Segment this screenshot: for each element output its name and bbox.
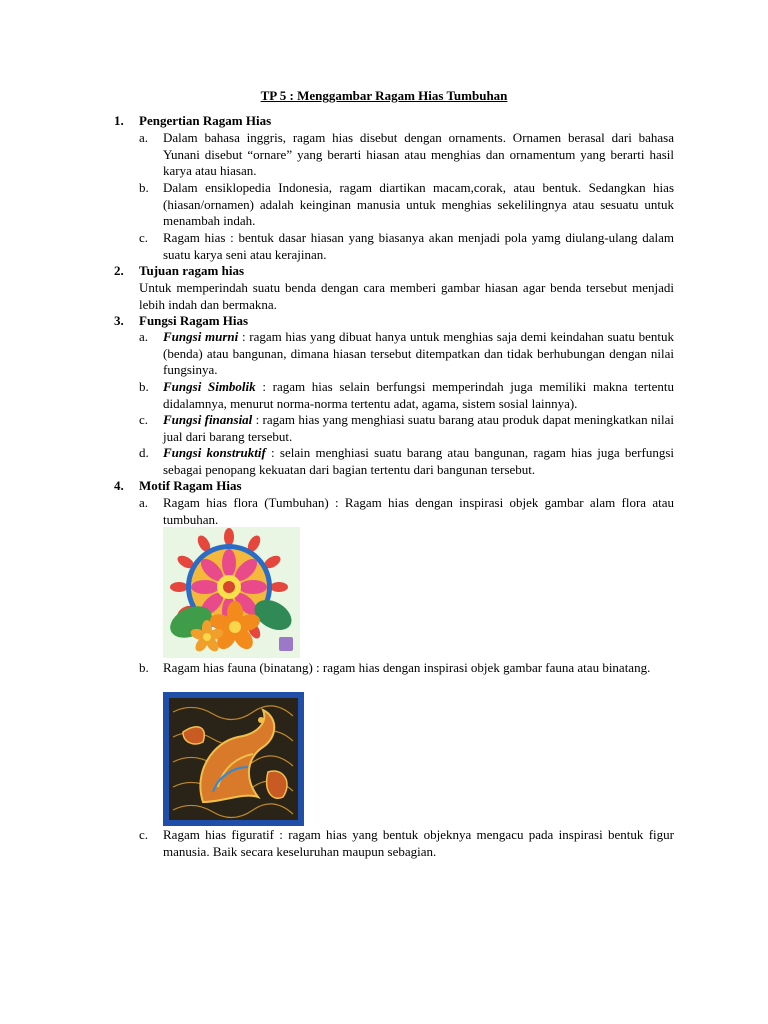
list-item <box>139 379 674 412</box>
item-letter: a. <box>139 329 149 344</box>
item-description: : ragam hias yang dibuat hanya untuk menghias saja demi keindahan suatu bentuk (benda) atau bangunan, dimana hiasan tersebut ditempatkan dan tidak berhubungan dengan nilai fungsinya. <box>163 329 674 377</box>
item-description: : ragam hias yang menghiasi suatu barang atau produk dapat meningkatkan nilai jual dari barang tersebut. <box>163 412 674 444</box>
item-term: Fungsi murni <box>163 329 239 344</box>
section-number: 4. <box>114 478 124 493</box>
item-letter: c. <box>139 827 149 842</box>
section-title: Tujuan ragam hias <box>139 263 244 278</box>
section-title: Motif Ragam Hias <box>139 478 242 493</box>
section-number: 2. <box>114 263 124 278</box>
list-item <box>139 495 674 528</box>
list-item <box>139 827 674 860</box>
section-number: 1. <box>114 113 124 128</box>
item-text: Dalam bahasa inggris, ragam hias disebut dengan ornaments. Ornamen berasal dari bahasa Yunani disebut “ornare” yang berarti hiasan atau menghias dan ornamentum yang berarti hasil karya atau hiasan. <box>163 130 674 178</box>
item-letter: c. <box>139 230 149 245</box>
item-text <box>163 329 674 379</box>
item-term: Fungsi Simbolik <box>163 379 256 394</box>
item-letter: b. <box>139 180 149 195</box>
item-text <box>163 412 674 445</box>
item-term: Fungsi konstruktif <box>163 445 266 460</box>
list-item <box>139 445 674 478</box>
item-letter: a. <box>139 130 149 145</box>
section-3-heading <box>114 313 248 330</box>
fauna-batik-image <box>163 692 304 826</box>
flora-ornament-image <box>163 527 300 658</box>
item-description: : ragam hias selain berfungsi memperindah juga memiliki makna tertentu didalamnya, menurut norma-norma tertentu adat, agama, sistem sosial lainnya). <box>163 379 674 411</box>
section-1-heading <box>114 113 271 130</box>
section-number: 3. <box>114 313 124 328</box>
item-letter: b. <box>139 660 149 675</box>
item-letter: d. <box>139 445 149 460</box>
list-item <box>139 230 674 263</box>
item-term: Fungsi finansial <box>163 412 253 427</box>
list-item <box>139 329 674 379</box>
section-2-heading <box>114 263 244 280</box>
document-title: TP 5 : Menggambar Ragam Hias Tumbuhan <box>260 88 508 103</box>
item-letter: c. <box>139 412 149 427</box>
item-text: Ragam hias fauna (binatang) : ragam hias dengan inspirasi objek gambar fauna atau binatang. <box>163 660 651 675</box>
list-item <box>139 412 674 445</box>
section-title: Fungsi Ragam Hias <box>139 313 249 328</box>
item-text: Dalam ensiklopedia Indonesia, ragam diartikan macam,corak, atau bentuk. Sedangkan hias (hiasan/ornamen) adalah keinginan manusia untuk menghias sekelilingnya atau sesuatu untuk menambah indah. <box>163 180 674 228</box>
item-text: Ragam hias figuratif : ragam hias yang bentuk objeknya mengacu pada inspirasi bentuk figur manusia. Baik secara keseluruhan maupun sebagian. <box>163 827 674 859</box>
item-letter: a. <box>139 495 149 510</box>
item-text: Ragam hias : bentuk dasar hiasan yang biasanya akan menjadi pola yamg diulang-ulang dalam suatu karya seni atau kerajinan. <box>163 230 674 262</box>
item-text <box>163 445 674 478</box>
item-description: : selain menghiasi suatu barang atau bangunan, ragam hias juga berfungsi sebagai penopang kekuatan dari bagian tertentu dari bangunan tersebut. <box>163 445 674 477</box>
section-title: Pengertian Ragam Hias <box>139 113 272 128</box>
section-paragraph: Untuk memperindah suatu benda dengan cara memberi gambar hiasan agar benda tersebut menjadi lebih indah dan bermakna. <box>139 280 674 312</box>
item-text: Ragam hias flora (Tumbuhan) : Ragam hias dengan inspirasi objek gambar alam flora atau tumbuhan. <box>163 495 674 527</box>
item-text <box>163 379 674 412</box>
list-item <box>139 660 674 677</box>
item-letter: b. <box>139 379 149 394</box>
section-4-heading <box>114 478 242 495</box>
list-item <box>139 130 674 180</box>
list-item <box>139 180 674 230</box>
